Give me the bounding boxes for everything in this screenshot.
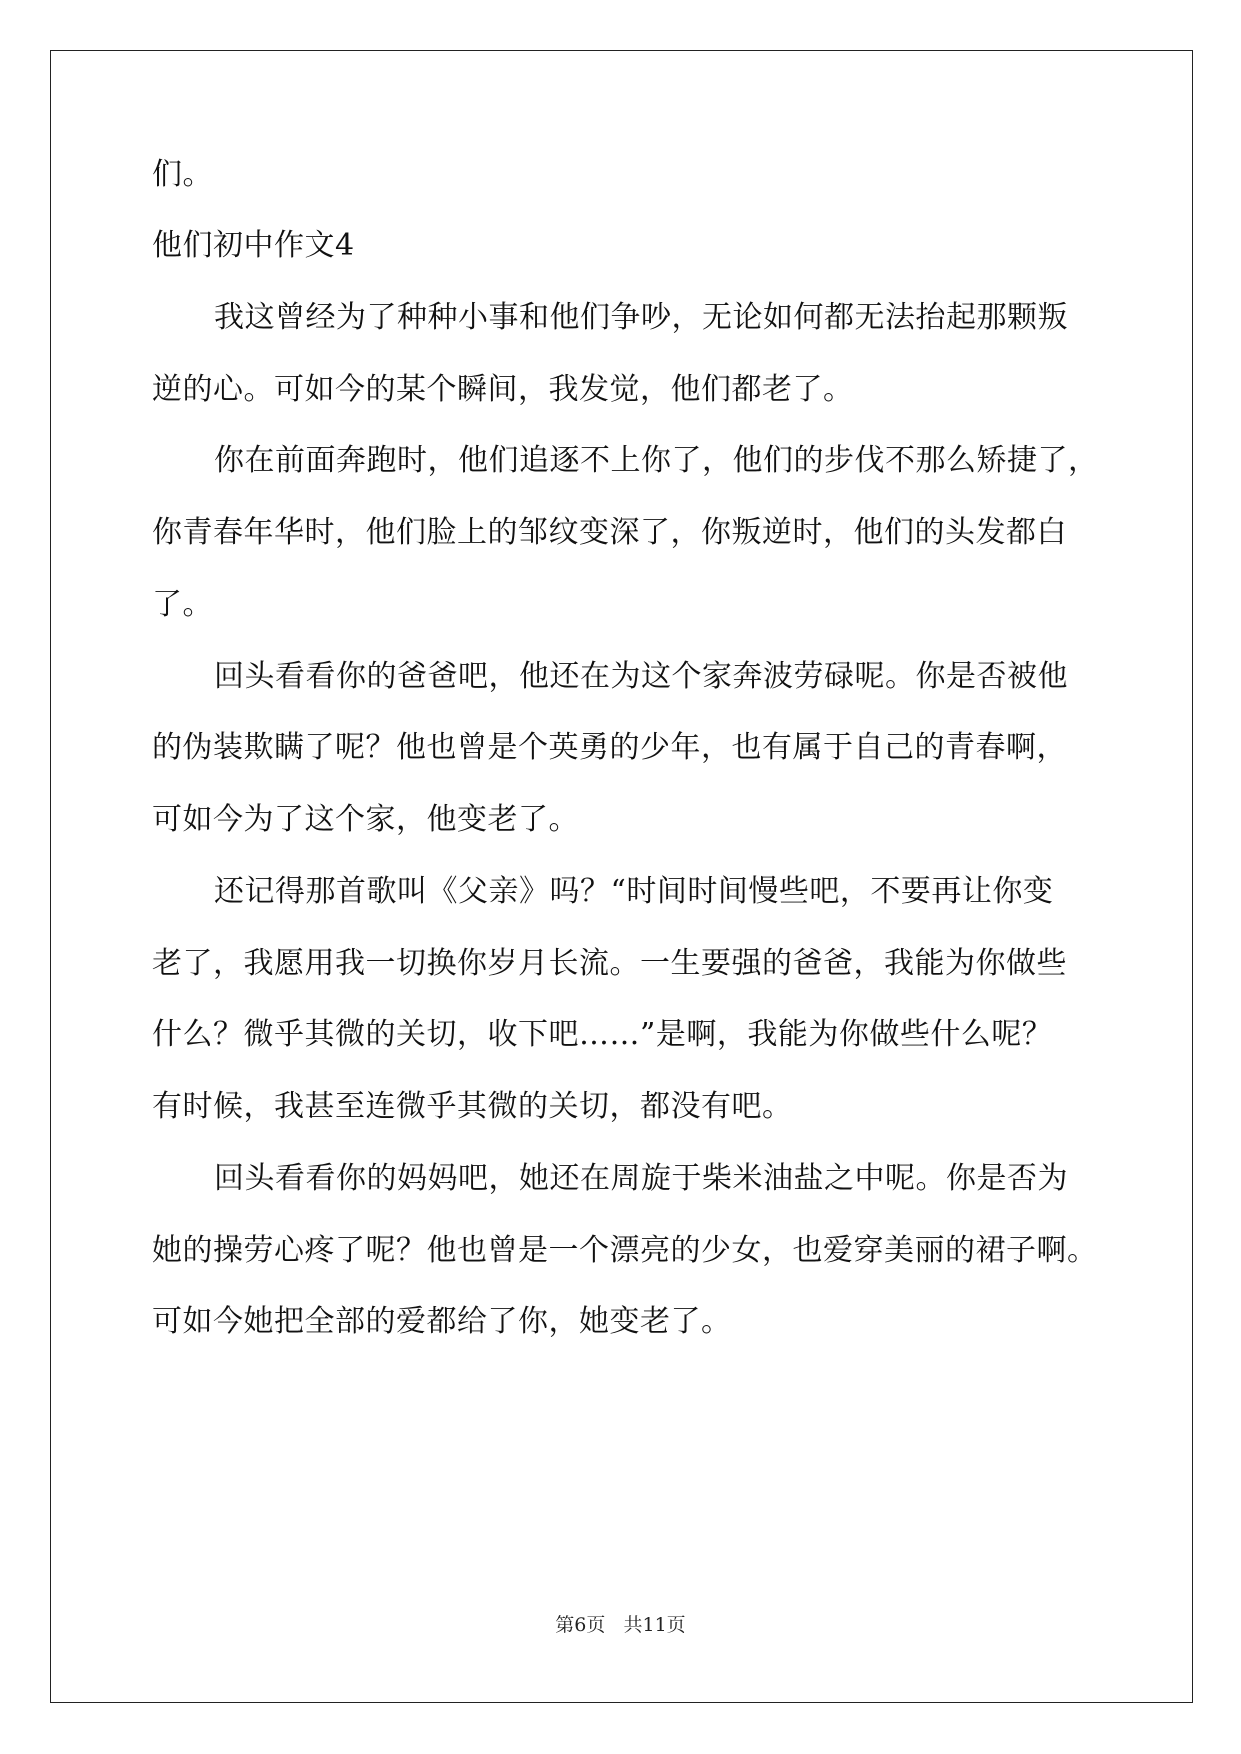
paragraph-5-line-1: 回头看看你的妈妈吧，她还在周旋于柴米油盐之中呢。你是否为 bbox=[214, 1161, 1068, 1196]
paragraph-1-line-2: 逆的心。可如今的某个瞬间，我发觉，他们都老了。 bbox=[152, 372, 854, 407]
paragraph-3-line-3: 可如今为了这个家，他变老了。 bbox=[152, 802, 579, 837]
paragraph-2-line-1: 你在前面奔跑时，他们追逐不上你了，他们的步伐不那么矫捷了， bbox=[214, 443, 1099, 478]
text-line-continuation: 们。 bbox=[152, 157, 213, 192]
paragraph-3-line-1: 回头看看你的爸爸吧，他还在为这个家奔波劳碌呢。你是否被他 bbox=[214, 659, 1068, 694]
paragraph-5-line-2: 她的操劳心疼了呢？他也曾是一个漂亮的少女，也爱穿美丽的裙子啊。 bbox=[152, 1233, 1098, 1268]
paragraph-2-line-2: 你青春年华时，他们脸上的邹纹变深了，你叛逆时，他们的头发都白 bbox=[152, 515, 1067, 550]
page-number: 第6页 共11页 bbox=[555, 1614, 686, 1636]
paragraph-5-line-3: 可如今她把全部的爱都给了你，她变老了。 bbox=[152, 1304, 732, 1339]
paragraph-3-line-2: 的伪装欺瞒了呢？他也曾是个英勇的少年，也有属于自己的青春啊， bbox=[152, 730, 1067, 765]
section-heading: 他们初中作文4 bbox=[152, 228, 355, 263]
paragraph-4-line-2: 老了，我愿用我一切换你岁月长流。一生要强的爸爸，我能为你做些 bbox=[152, 946, 1067, 981]
paragraph-4-line-1: 还记得那首歌叫《父亲》吗？“时间时间慢些吧，不要再让你变 bbox=[214, 874, 1054, 909]
paragraph-2-line-3: 了。 bbox=[152, 587, 213, 622]
paragraph-1-line-1: 我这曾经为了种种小事和他们争吵，无论如何都无法抬起那颗叛 bbox=[214, 300, 1068, 335]
paragraph-4-line-3: 什么？微乎其微的关切，收下吧……”是啊，我能为你做些什么呢？ bbox=[152, 1017, 1053, 1052]
paragraph-4-line-4: 有时候，我甚至连微乎其微的关切，都没有吧。 bbox=[152, 1089, 793, 1124]
